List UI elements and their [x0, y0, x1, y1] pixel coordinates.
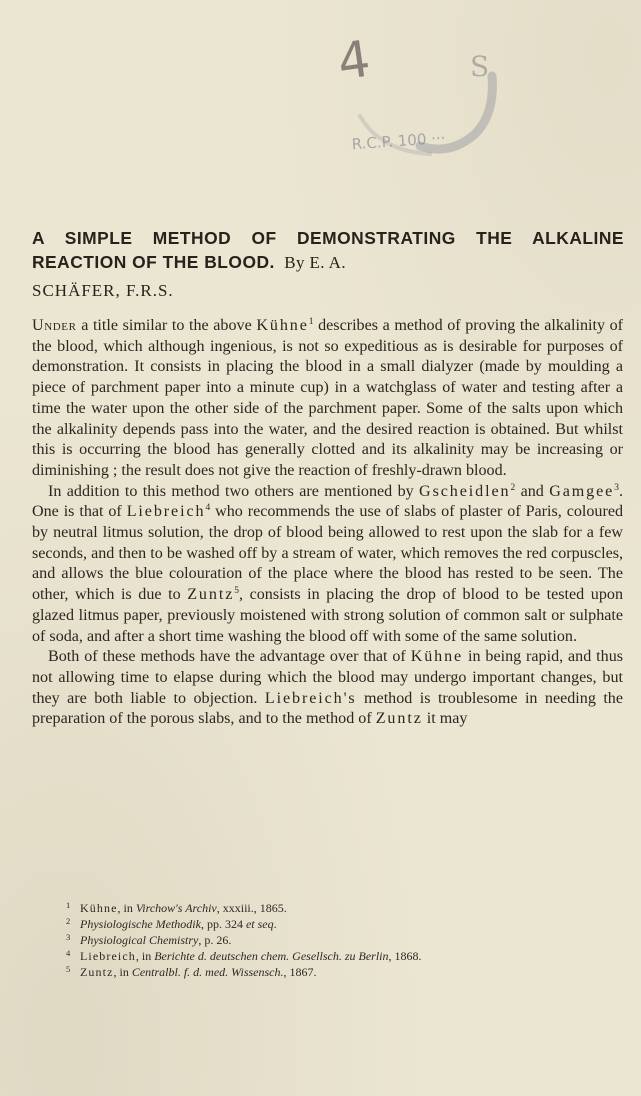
opening-word: Under [32, 317, 77, 334]
author-gamgee: Gamgee [549, 482, 615, 500]
footnote-ref-5: 5 [234, 586, 239, 597]
paragraph-3: Both of these methods have the advantage over that of Kühne in being rapid, and thus not allowing time to elapse during which the blood may undergo important changes, but they are both liable to objection. Liebreich's method is troublesome in needing the preparation of the porous slabs, and to the method of Zuntz it may [32, 648, 624, 728]
author-gscheidlen: Gscheidlen [419, 482, 511, 500]
shelf-mark: 4 [334, 29, 374, 92]
footnote-ref-3: 3 [614, 482, 619, 493]
article-title [32, 226, 624, 303]
author-zuntz-2: Zuntz [375, 710, 423, 728]
footnote-1: 1 Kühne, in Virchow's Archiv, xxxiii., 1865. [66, 900, 287, 915]
title-byline: By E. A. [284, 253, 346, 272]
footnote-3: 3 Physiological Chemistry, p. 26. [66, 932, 232, 947]
author-liebreich-2: Liebreich's [264, 689, 357, 707]
library-stamp [300, 6, 510, 176]
footnote-5: 5 Zuntz, in Centralbl. f. d. med. Wissensch., 1867. [66, 964, 317, 979]
shelf-letter: S [470, 50, 490, 83]
article-body [32, 316, 623, 730]
title-main: A SIMPLE METHOD OF DEMONSTRATING THE ALKALINE REACTION OF THE BLOOD. [32, 228, 624, 272]
author-zuntz: Zuntz [187, 586, 235, 604]
author-kuhne-2: Kühne [410, 648, 464, 666]
footnote-ref-1: 1 [308, 317, 314, 327]
author-liebreich: Liebreich [126, 503, 206, 521]
stamp-seal-text: R.C.P. 100 ··· [351, 128, 447, 154]
author-kuhne: Kühne [256, 317, 309, 334]
footnote-2: 2 Physiologische Methodik, pp. 324 et seq. [66, 916, 277, 931]
paragraph-1: Under a title similar to the above Kühne$^1$ describes a method of proving the alkalinity of the blood, which although ingenious, is not so expeditious as is desirable for purposes of demonstration. It consists in placing the blood in a small dialyzer (made by moulding a piece of parchment paper into a minute cup) in a watchglass of water and testing after a time the water upon the other side of the parchment paper. Some of the salts upon which the alkalinity depends pass into the water, and the desired reaction is obtained. But whilst this is occurring the blood has generally clotted and its alkalinity may be increasing or diminishing ; the result does not give the reaction of freshly-drawn blood. [32, 317, 624, 479]
author-name: SCHÄFER, F.R.S. [32, 281, 174, 300]
footnote-ref-4: 4 [205, 503, 211, 514]
footnote-ref-2: 2 [510, 482, 516, 493]
footnote-4: 4 Liebreich, in Berichte d. deutschen chem. Gesellsch. zu Berlin, 1868. [66, 948, 422, 963]
paragraph-2: In addition to this method two others are mentioned by Gscheidlen$^2$ and Gamgee$^3$. One is that of Liebreich$^4$ who recommends the use of slabs of plaster of Paris, coloured by neutral litmus solution, the drop of blood being allowed to rest upon the slab for a few seconds, and then to be washed off by a stream of water, which removes the red corpuscles, and allows the blue colouration of the place where the blood has rested to be seen. The other, which is due to Zuntz$^5$, consists in placing the drop of blood to be tested upon glazed litmus paper, previously moistened with strong solution of common salt or sulphate of soda, and after a short time washing the blood off with some of the same solution. [32, 482, 624, 645]
footnotes [66, 900, 626, 980]
